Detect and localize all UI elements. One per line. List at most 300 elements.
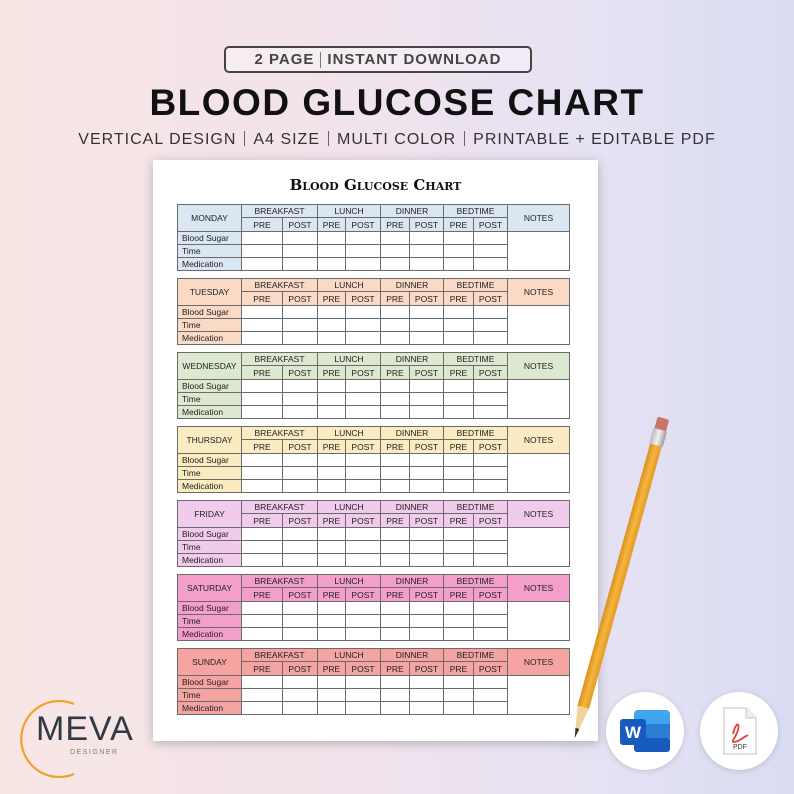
entry-cell[interactable] [317,527,346,541]
pre-header-cell: PRE [380,661,410,676]
entry-cell[interactable] [282,244,318,258]
entry-cell[interactable] [241,466,283,480]
entry-cell[interactable] [473,305,508,319]
entry-cell[interactable] [241,553,283,567]
entry-cell[interactable] [380,318,410,332]
day-name-cell: WEDNESDAY [177,352,242,380]
entry-cell[interactable] [409,257,444,271]
entry-cell[interactable] [282,614,318,628]
day-name-cell: SUNDAY [177,648,242,676]
entry-cell[interactable] [443,244,474,258]
entry-cell[interactable] [241,675,283,689]
entry-cell[interactable] [473,453,508,467]
entry-cell[interactable] [282,688,318,702]
entry-cell[interactable] [317,479,346,493]
entry-cell[interactable] [473,379,508,393]
entry-cell[interactable] [409,318,444,332]
entry-cell[interactable] [443,231,474,245]
entry-cell[interactable] [345,466,381,480]
notes-header-cell: NOTES [507,426,570,454]
entry-cell[interactable] [443,405,474,419]
banner-download: INSTANT DOWNLOAD [327,51,502,68]
entry-cell[interactable] [380,392,410,406]
entry-cell[interactable] [409,553,444,567]
entry-cell[interactable] [473,675,508,689]
post-header-cell: POST [345,513,381,528]
entry-cell[interactable] [473,466,508,480]
entry-cell[interactable] [345,540,381,554]
post-header-cell: POST [345,365,381,380]
entry-cell[interactable] [473,318,508,332]
entry-cell[interactable] [443,540,474,554]
sheet-title: Blood Glucose Chart [289,176,462,194]
row-label-cell: Medication [177,701,242,715]
entry-cell[interactable] [473,540,508,554]
meal-header-cell: BREAKFAST [241,426,318,440]
entry-cell[interactable] [409,392,444,406]
meal-header-cell: DINNER [380,204,444,218]
entry-cell[interactable] [345,305,381,319]
pre-header-cell: PRE [241,661,283,676]
entry-cell[interactable] [473,231,508,245]
entry-cell[interactable] [282,627,318,641]
post-header-cell: POST [282,291,318,306]
entry-cell[interactable] [317,701,346,715]
entry-cell[interactable] [241,627,283,641]
day-name-cell: THURSDAY [177,426,242,454]
post-header-cell: POST [473,217,508,232]
pre-header-cell: PRE [443,217,474,232]
entry-cell[interactable] [282,466,318,480]
entry-cell[interactable] [443,318,474,332]
entry-cell[interactable] [345,231,381,245]
notes-header-cell: NOTES [507,278,570,306]
entry-cell[interactable] [282,331,318,345]
entry-cell[interactable] [317,405,346,419]
row-label-cell: Medication [177,331,242,345]
entry-cell[interactable] [380,453,410,467]
post-header-cell: POST [473,291,508,306]
entry-cell[interactable] [380,379,410,393]
entry-cell[interactable] [317,231,346,245]
entry-cell[interactable] [345,527,381,541]
entry-cell[interactable] [443,331,474,345]
entry-cell[interactable] [473,331,508,345]
pre-header-cell: PRE [317,291,346,306]
entry-cell[interactable] [345,688,381,702]
entry-cell[interactable] [443,601,474,615]
entry-cell[interactable] [443,675,474,689]
meal-header-cell: DINNER [380,574,444,588]
pre-header-cell: PRE [443,291,474,306]
entry-cell[interactable] [345,453,381,467]
row-label-cell: Blood Sugar [177,527,242,541]
entry-cell[interactable] [317,466,346,480]
row-label-cell: Time [177,318,242,332]
entry-cell[interactable] [345,257,381,271]
entry-cell[interactable] [473,479,508,493]
pre-header-cell: PRE [443,513,474,528]
notes-entry-cell[interactable] [507,675,570,715]
word-app-badge [606,692,684,770]
entry-cell[interactable] [409,305,444,319]
pre-header-cell: PRE [317,587,346,602]
entry-cell[interactable] [317,244,346,258]
entry-cell[interactable] [317,553,346,567]
row-label-cell: Time [177,540,242,554]
meal-header-cell: DINNER [380,352,444,366]
entry-cell[interactable] [409,231,444,245]
pre-header-cell: PRE [380,587,410,602]
entry-cell[interactable] [345,405,381,419]
entry-cell[interactable] [409,688,444,702]
entry-cell[interactable] [443,479,474,493]
entry-cell[interactable] [345,601,381,615]
entry-cell[interactable] [443,392,474,406]
notes-entry-cell[interactable] [507,305,570,345]
entry-cell[interactable] [409,627,444,641]
entry-cell[interactable] [282,553,318,567]
row-label-cell: Medication [177,405,242,419]
entry-cell[interactable] [345,331,381,345]
entry-cell[interactable] [380,331,410,345]
feature-list [0,131,794,149]
post-header-cell: POST [473,587,508,602]
row-label-cell: Blood Sugar [177,453,242,467]
banner-pages: 2 PAGE [254,51,315,68]
entry-cell[interactable] [409,527,444,541]
post-header-cell: POST [409,217,444,232]
entry-cell[interactable] [241,257,283,271]
entry-cell[interactable] [473,627,508,641]
entry-cell[interactable] [241,540,283,554]
pre-header-cell: PRE [241,513,283,528]
notes-header-cell: NOTES [507,204,570,232]
entry-cell[interactable] [317,614,346,628]
entry-cell[interactable] [473,244,508,258]
entry-cell[interactable] [241,379,283,393]
entry-cell[interactable] [282,453,318,467]
entry-cell[interactable] [473,527,508,541]
entry-cell[interactable] [443,614,474,628]
row-label-cell: Medication [177,627,242,641]
post-header-cell: POST [409,587,444,602]
row-label-cell: Blood Sugar [177,601,242,615]
pre-header-cell: PRE [443,365,474,380]
pre-header-cell: PRE [380,291,410,306]
entry-cell[interactable] [473,392,508,406]
entry-cell[interactable] [317,540,346,554]
pre-header-cell: PRE [241,217,283,232]
entry-cell[interactable] [380,466,410,480]
meal-header-cell: BEDTIME [443,574,508,588]
meal-header-cell: LUNCH [317,426,381,440]
entry-cell[interactable] [241,614,283,628]
entry-cell[interactable] [345,701,381,715]
pre-header-cell: PRE [380,217,410,232]
pre-header-cell: PRE [443,661,474,676]
entry-cell[interactable] [282,318,318,332]
meal-header-cell: BEDTIME [443,500,508,514]
entry-cell[interactable] [317,688,346,702]
post-header-cell: POST [345,439,381,454]
entry-cell[interactable] [241,688,283,702]
entry-cell[interactable] [317,379,346,393]
word-icon [606,692,684,770]
day-block [177,500,569,566]
meal-header-cell: LUNCH [317,648,381,662]
notes-header-cell: NOTES [507,500,570,528]
notes-entry-cell[interactable] [507,379,570,419]
entry-cell[interactable] [473,553,508,567]
post-header-cell: POST [409,439,444,454]
pre-header-cell: PRE [443,439,474,454]
entry-cell[interactable] [345,553,381,567]
meal-header-cell: LUNCH [317,500,381,514]
pre-header-cell: PRE [317,439,346,454]
notes-entry-cell[interactable] [507,453,570,493]
entry-cell[interactable] [380,231,410,245]
entry-cell[interactable] [409,614,444,628]
day-block [177,204,569,270]
entry-cell[interactable] [473,701,508,715]
entry-cell[interactable] [241,601,283,615]
entry-cell[interactable] [409,701,444,715]
pre-header-cell: PRE [380,365,410,380]
entry-cell[interactable] [409,244,444,258]
entry-cell[interactable] [241,701,283,715]
entry-cell[interactable] [345,379,381,393]
entry-cell[interactable] [380,601,410,615]
meal-header-cell: BEDTIME [443,648,508,662]
day-name-cell: TUESDAY [177,278,242,306]
entry-cell[interactable] [443,627,474,641]
entry-cell[interactable] [380,257,410,271]
banner-divider [320,52,321,68]
day-block [177,352,569,418]
post-header-cell: POST [282,587,318,602]
entry-cell[interactable] [409,675,444,689]
meal-header-cell: BREAKFAST [241,648,318,662]
entry-cell[interactable] [345,244,381,258]
entry-cell[interactable] [282,305,318,319]
entry-cell[interactable] [282,675,318,689]
entry-cell[interactable] [241,479,283,493]
entry-cell[interactable] [409,405,444,419]
entry-cell[interactable] [443,379,474,393]
logo-name: MEVA [36,710,134,748]
entry-cell[interactable] [443,305,474,319]
meal-header-cell: BREAKFAST [241,574,318,588]
entry-cell[interactable] [241,305,283,319]
entry-cell[interactable] [409,540,444,554]
pre-header-cell: PRE [317,513,346,528]
post-header-cell: POST [409,661,444,676]
post-header-cell: POST [345,217,381,232]
notes-header-cell: NOTES [507,648,570,676]
entry-cell[interactable] [443,257,474,271]
entry-cell[interactable] [282,379,318,393]
entry-cell[interactable] [282,257,318,271]
entry-cell[interactable] [473,405,508,419]
day-block [177,278,569,344]
notes-header-cell: NOTES [507,352,570,380]
entry-cell[interactable] [282,701,318,715]
meal-header-cell: DINNER [380,500,444,514]
entry-cell[interactable] [241,392,283,406]
pre-header-cell: PRE [380,513,410,528]
entry-cell[interactable] [380,627,410,641]
entry-cell[interactable] [443,466,474,480]
entry-cell[interactable] [345,479,381,493]
row-label-cell: Medication [177,553,242,567]
meal-header-cell: BEDTIME [443,204,508,218]
post-header-cell: POST [282,217,318,232]
entry-cell[interactable] [380,553,410,567]
entry-cell[interactable] [317,453,346,467]
entry-cell[interactable] [317,675,346,689]
pdf-app-badge [700,692,778,770]
feature-divider [328,131,329,146]
entry-cell[interactable] [241,453,283,467]
entry-cell[interactable] [443,701,474,715]
post-header-cell: POST [473,661,508,676]
post-header-cell: POST [473,513,508,528]
pre-header-cell: PRE [241,291,283,306]
entry-cell[interactable] [241,318,283,332]
meal-header-cell: BEDTIME [443,278,508,292]
meal-header-cell: LUNCH [317,204,381,218]
entry-cell[interactable] [345,318,381,332]
entry-cell[interactable] [380,244,410,258]
entry-cell[interactable] [409,331,444,345]
entry-cell[interactable] [473,688,508,702]
meal-header-cell: BEDTIME [443,352,508,366]
day-name-cell: SATURDAY [177,574,242,602]
entry-cell[interactable] [282,601,318,615]
entry-cell[interactable] [473,257,508,271]
meal-header-cell: BEDTIME [443,426,508,440]
feature-item: MULTI COLOR [337,131,457,148]
row-label-cell: Time [177,688,242,702]
entry-cell[interactable] [380,305,410,319]
meal-header-cell: LUNCH [317,352,381,366]
meal-header-cell: LUNCH [317,574,381,588]
entry-cell[interactable] [380,675,410,689]
entry-cell[interactable] [241,244,283,258]
post-header-cell: POST [345,661,381,676]
meal-header-cell: BREAKFAST [241,204,318,218]
day-name-cell: MONDAY [177,204,242,232]
feature-item: VERTICAL DESIGN [78,131,237,148]
word-letter: W [624,723,642,742]
entry-cell[interactable] [282,540,318,554]
entry-cell[interactable] [473,614,508,628]
entry-cell[interactable] [380,540,410,554]
entry-cell[interactable] [317,257,346,271]
entry-cell[interactable] [380,479,410,493]
entry-cell[interactable] [443,453,474,467]
entry-cell[interactable] [409,601,444,615]
entry-cell[interactable] [282,231,318,245]
notes-entry-cell[interactable] [507,601,570,641]
brand-logo [14,692,144,782]
row-label-cell: Blood Sugar [177,379,242,393]
entry-cell[interactable] [282,392,318,406]
entry-cell[interactable] [443,527,474,541]
entry-cell[interactable] [345,392,381,406]
entry-cell[interactable] [409,466,444,480]
entry-cell[interactable] [345,627,381,641]
feature-divider [244,131,245,146]
entry-cell[interactable] [473,601,508,615]
logo-tagline: DESIGNER [70,749,119,756]
entry-cell[interactable] [282,479,318,493]
entry-cell[interactable] [380,405,410,419]
pre-header-cell: PRE [241,439,283,454]
post-header-cell: POST [409,365,444,380]
entry-cell[interactable] [443,688,474,702]
entry-cell[interactable] [282,527,318,541]
entry-cell[interactable] [317,305,346,319]
entry-cell[interactable] [380,688,410,702]
entry-cell[interactable] [409,479,444,493]
entry-cell[interactable] [317,318,346,332]
post-header-cell: POST [282,439,318,454]
entry-cell[interactable] [317,601,346,615]
row-label-cell: Time [177,392,242,406]
post-header-cell: POST [345,587,381,602]
entry-cell[interactable] [241,231,283,245]
entry-cell[interactable] [443,553,474,567]
entry-cell[interactable] [380,701,410,715]
entry-cell[interactable] [317,331,346,345]
post-header-cell: POST [473,439,508,454]
entry-cell[interactable] [317,392,346,406]
entry-cell[interactable] [345,614,381,628]
post-header-cell: POST [282,365,318,380]
entry-cell[interactable] [380,527,410,541]
row-label-cell: Time [177,466,242,480]
post-header-cell: POST [409,291,444,306]
entry-cell[interactable] [345,675,381,689]
meal-header-cell: BREAKFAST [241,500,318,514]
entry-cell[interactable] [241,527,283,541]
pre-header-cell: PRE [241,587,283,602]
entry-cell[interactable] [409,379,444,393]
day-block [177,648,569,714]
meal-header-cell: DINNER [380,648,444,662]
pdf-icon [700,692,778,770]
banner-pill [224,46,532,73]
row-label-cell: Time [177,614,242,628]
post-header-cell: POST [345,291,381,306]
entry-cell[interactable] [380,614,410,628]
entry-cell[interactable] [241,331,283,345]
entry-cell[interactable] [241,405,283,419]
entry-cell[interactable] [317,627,346,641]
entry-cell[interactable] [282,405,318,419]
pdf-label: PDF [733,744,747,751]
entry-cell[interactable] [409,453,444,467]
notes-entry-cell[interactable] [507,527,570,567]
headline: BLOOD GLUCOSE CHART [149,82,645,123]
pre-header-cell: PRE [380,439,410,454]
meal-header-cell: BREAKFAST [241,278,318,292]
meal-header-cell: LUNCH [317,278,381,292]
row-label-cell: Blood Sugar [177,675,242,689]
notes-entry-cell[interactable] [507,231,570,271]
